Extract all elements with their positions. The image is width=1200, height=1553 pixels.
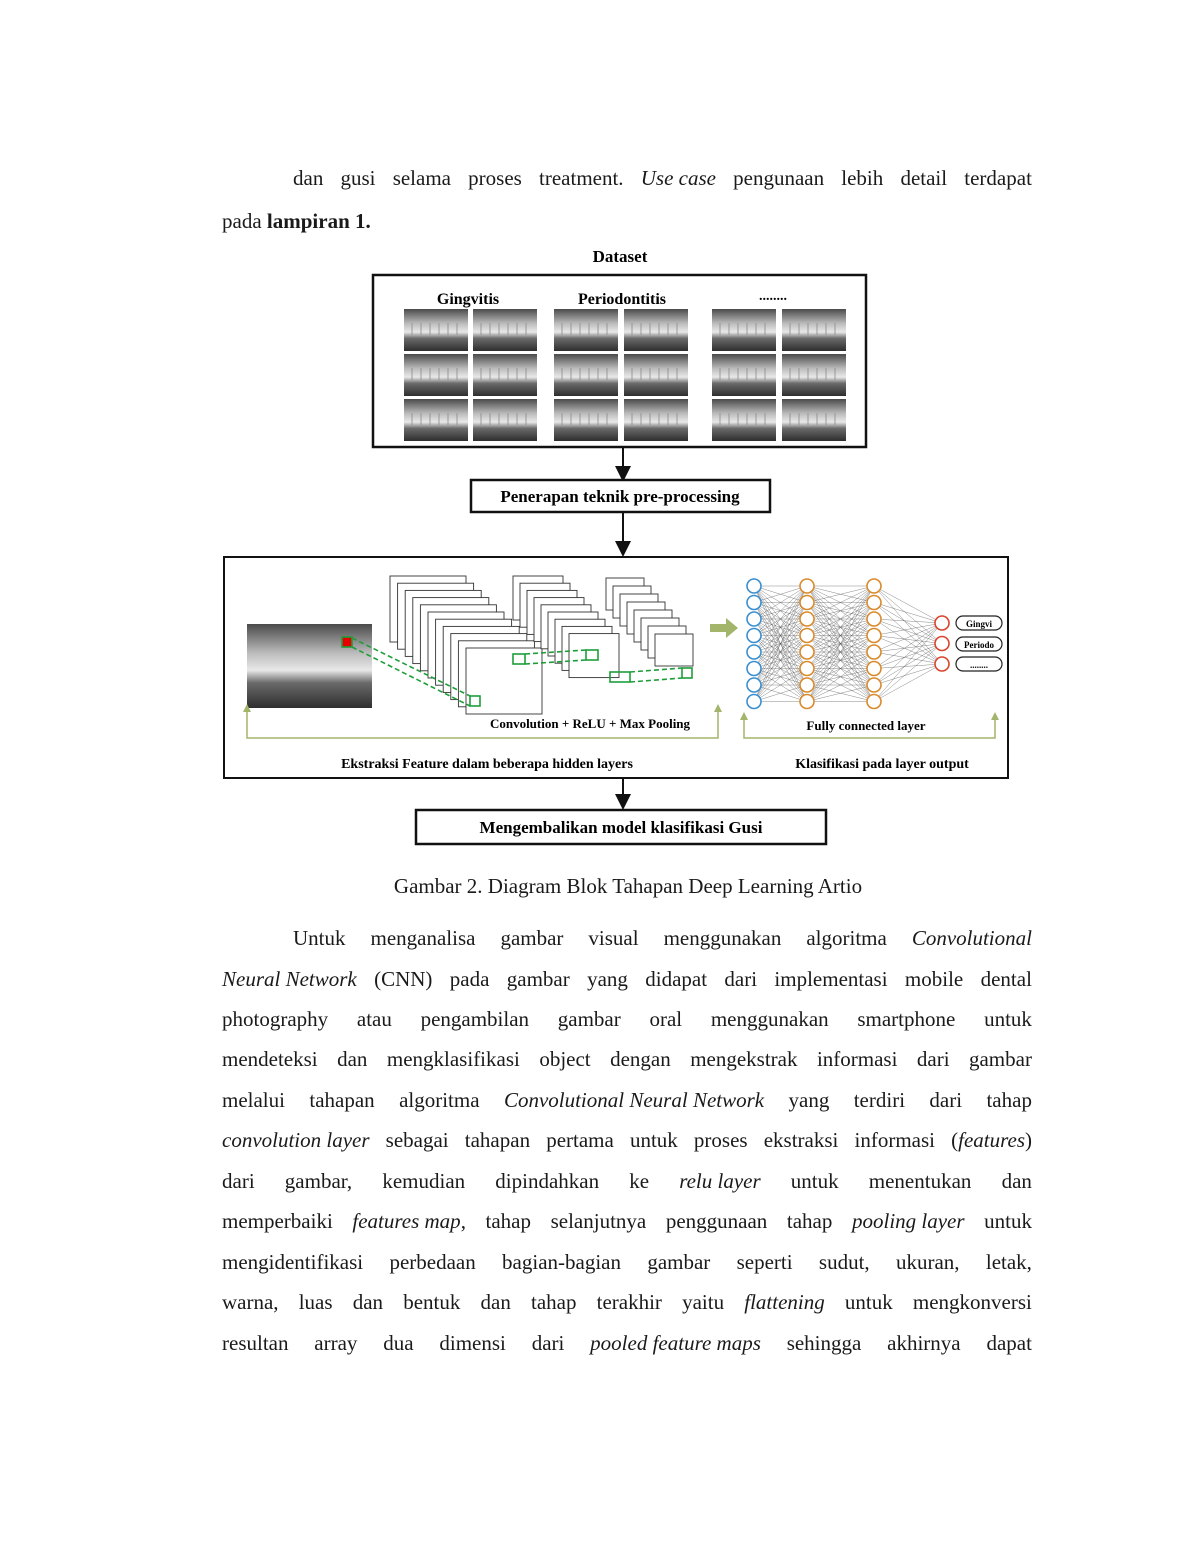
hidden-neuron bbox=[800, 596, 814, 610]
word: letak, bbox=[985, 1250, 1032, 1274]
hidden-neuron bbox=[800, 629, 814, 643]
word: tahapan bbox=[309, 1088, 375, 1112]
word: tahap bbox=[485, 1209, 532, 1233]
word: pada bbox=[449, 967, 490, 991]
word: Untuk bbox=[293, 926, 346, 950]
body-line bbox=[222, 967, 1032, 1007]
word: pertama bbox=[546, 1128, 614, 1152]
word: tahap bbox=[530, 1290, 577, 1314]
body-line bbox=[293, 926, 1032, 966]
body-line bbox=[222, 1088, 1032, 1128]
dental-photo-thumbnail bbox=[712, 309, 776, 351]
word: terdapat bbox=[964, 166, 1032, 190]
intro-line-1 bbox=[293, 166, 1032, 206]
word: mendeteksi bbox=[222, 1047, 318, 1071]
word: mengidentifikasi bbox=[222, 1250, 364, 1274]
body-line bbox=[222, 1047, 1032, 1087]
result-label: Mengembalikan model klasifikasi Gusi bbox=[479, 818, 763, 837]
word: treatment. bbox=[539, 166, 624, 190]
word: smartphone bbox=[857, 1007, 956, 1031]
word: detail bbox=[900, 166, 948, 190]
output-class-2: Periodo bbox=[964, 640, 994, 650]
word: algoritma bbox=[399, 1088, 480, 1112]
word: dan bbox=[480, 1290, 511, 1314]
word: visual bbox=[588, 926, 639, 950]
hidden-neuron bbox=[800, 645, 814, 659]
input-neuron bbox=[747, 695, 761, 709]
input-neuron bbox=[747, 678, 761, 692]
word: untuk bbox=[984, 1007, 1032, 1031]
word: tahapan bbox=[464, 1128, 531, 1152]
word: features map, bbox=[352, 1209, 466, 1233]
body-line bbox=[222, 1169, 1032, 1209]
dental-photo-thumbnail bbox=[404, 309, 468, 351]
dataset-thumbnails bbox=[404, 309, 846, 441]
word: (CNN) bbox=[374, 967, 433, 991]
hidden-neuron bbox=[867, 645, 881, 659]
word: gambar bbox=[968, 1047, 1032, 1071]
word: sebagai bbox=[385, 1128, 449, 1152]
word: relu layer bbox=[679, 1169, 761, 1193]
word: gusi bbox=[340, 166, 376, 190]
word: proses bbox=[693, 1128, 748, 1152]
dental-photo-thumbnail bbox=[624, 309, 688, 351]
word: implementasi bbox=[774, 967, 888, 991]
word: mengkonversi bbox=[912, 1290, 1032, 1314]
word: dari bbox=[222, 1169, 255, 1193]
dental-photo-thumbnail bbox=[782, 309, 846, 351]
word: dan bbox=[337, 1047, 368, 1071]
word: gambar bbox=[647, 1250, 711, 1274]
word: menganalisa bbox=[370, 926, 476, 950]
dental-photo-thumbnail bbox=[473, 354, 537, 396]
class-gingivitis-label: Gingvitis bbox=[436, 291, 500, 308]
word: Neural Network bbox=[222, 967, 357, 991]
hidden-neuron bbox=[800, 678, 814, 692]
word: memperbaiki bbox=[222, 1209, 333, 1233]
input-neuron bbox=[747, 629, 761, 643]
word: melalui bbox=[222, 1088, 285, 1112]
word: dari bbox=[916, 1047, 950, 1071]
word: yang bbox=[788, 1088, 830, 1112]
output-class-1: Gingvi bbox=[965, 619, 993, 629]
word: pooling layer bbox=[851, 1209, 965, 1233]
input-neuron bbox=[747, 596, 761, 610]
word: informasi bbox=[854, 1128, 935, 1152]
hidden-neuron bbox=[867, 678, 881, 692]
fc-label: Fully connected layer bbox=[806, 718, 926, 733]
word: dimensi bbox=[439, 1331, 506, 1355]
word: mengklasifikasi bbox=[386, 1047, 520, 1071]
dental-photo-thumbnail bbox=[473, 399, 537, 441]
word: array bbox=[314, 1331, 358, 1355]
body-line bbox=[222, 1331, 1032, 1371]
dental-photo-thumbnail bbox=[782, 354, 846, 396]
dental-photo-thumbnail bbox=[554, 399, 618, 441]
dental-photo-thumbnail bbox=[712, 354, 776, 396]
figure-caption: Gambar 2. Diagram Blok Tahapan Deep Learning Artio bbox=[393, 874, 863, 898]
intro-text: pada bbox=[222, 209, 267, 233]
word: dengan bbox=[610, 1047, 671, 1071]
word: selama bbox=[392, 166, 451, 190]
feature-map bbox=[655, 634, 693, 666]
dental-photo-thumbnail bbox=[404, 354, 468, 396]
conv-label: Convolution + ReLU + Max Pooling bbox=[489, 716, 691, 731]
word: warna, bbox=[222, 1290, 279, 1314]
dental-photo-thumbnail bbox=[473, 309, 537, 351]
word: dari bbox=[724, 967, 758, 991]
hidden-neuron bbox=[867, 662, 881, 676]
dental-photo-thumbnail bbox=[712, 399, 776, 441]
body-line bbox=[222, 1290, 1032, 1330]
word: menentukan bbox=[868, 1169, 972, 1193]
hidden-neuron bbox=[800, 612, 814, 626]
input-neuron bbox=[747, 579, 761, 593]
word: Convolutional Neural Network bbox=[503, 1088, 765, 1112]
word: menggunakan bbox=[663, 926, 782, 950]
output-neuron bbox=[935, 657, 949, 671]
hidden-neuron bbox=[800, 579, 814, 593]
word: dua bbox=[383, 1331, 414, 1355]
dataset-title: Dataset bbox=[592, 247, 648, 266]
dental-photo-thumbnail bbox=[624, 354, 688, 396]
word: Convolutional bbox=[911, 926, 1032, 950]
word: pengunaan bbox=[733, 166, 825, 190]
input-neuron bbox=[747, 662, 761, 676]
word: perbedaan bbox=[389, 1250, 476, 1274]
class-periodontitis-label: Periodontitis bbox=[578, 291, 666, 308]
output-classes bbox=[956, 616, 1002, 671]
word: dan bbox=[352, 1290, 384, 1314]
word: tahap bbox=[986, 1088, 1032, 1112]
word: dan bbox=[1001, 1169, 1032, 1193]
word: untuk bbox=[790, 1169, 839, 1193]
word: seperti bbox=[736, 1250, 793, 1274]
dental-photo-thumbnail bbox=[624, 399, 688, 441]
output-neuron bbox=[935, 637, 949, 651]
feature-map bbox=[466, 648, 542, 714]
extraction-label: Ekstraksi Feature dalam beberapa hidden layers bbox=[341, 757, 633, 772]
word: algoritma bbox=[806, 926, 887, 950]
word: pooled feature maps bbox=[590, 1331, 761, 1355]
word: dipindahkan bbox=[495, 1169, 600, 1193]
word: photography bbox=[222, 1007, 329, 1031]
word: mengekstrak bbox=[690, 1047, 798, 1071]
hidden-neuron bbox=[867, 695, 881, 709]
word: pengambilan bbox=[420, 1007, 530, 1031]
word: informasi bbox=[816, 1047, 898, 1071]
preprocessing-label: Penerapan teknik pre-processing bbox=[500, 487, 740, 506]
hidden-neuron bbox=[867, 596, 881, 610]
word: convolution layer bbox=[222, 1128, 370, 1152]
classification-label: Klasifikasi pada layer output bbox=[795, 757, 969, 772]
word: Use case bbox=[640, 166, 716, 190]
input-neuron bbox=[747, 612, 761, 626]
dental-photo-thumbnail bbox=[554, 354, 618, 396]
word: ekstraksi bbox=[763, 1128, 839, 1152]
word: resultan bbox=[222, 1331, 289, 1355]
dental-photo-thumbnail bbox=[404, 399, 468, 441]
word: bagian-bagian bbox=[502, 1250, 621, 1274]
word: ke bbox=[629, 1169, 650, 1193]
word: terdiri bbox=[853, 1088, 906, 1112]
word: penggunaan bbox=[665, 1209, 768, 1233]
word: dapat bbox=[986, 1331, 1032, 1355]
hidden-neuron bbox=[867, 579, 881, 593]
word: luas bbox=[298, 1290, 333, 1314]
word: yang bbox=[587, 967, 628, 991]
word: dental bbox=[980, 967, 1032, 991]
word: menggunakan bbox=[710, 1007, 829, 1031]
word: selanjutnya bbox=[550, 1209, 647, 1233]
class-more-label: ........ bbox=[759, 289, 787, 304]
word: dan bbox=[293, 166, 324, 190]
word: gambar bbox=[506, 967, 570, 991]
word: tahap bbox=[786, 1209, 833, 1233]
output-class-3: ........ bbox=[970, 660, 988, 670]
word: sehingga bbox=[786, 1331, 862, 1355]
hidden-neuron bbox=[867, 612, 881, 626]
hidden-neuron bbox=[800, 662, 814, 676]
word: dari bbox=[531, 1331, 565, 1355]
word: oral bbox=[649, 1007, 683, 1031]
word: lebih bbox=[841, 166, 884, 190]
word: akhirnya bbox=[887, 1331, 961, 1355]
word: gambar, bbox=[284, 1169, 353, 1193]
word: untuk bbox=[844, 1290, 893, 1314]
word: untuk bbox=[984, 1209, 1032, 1233]
feature-map bbox=[569, 634, 619, 678]
body-line bbox=[222, 1250, 1032, 1290]
word: yaitu bbox=[682, 1290, 725, 1314]
word: didapat bbox=[645, 967, 708, 991]
body-line bbox=[222, 1007, 1032, 1047]
word: flattening bbox=[744, 1290, 825, 1314]
hidden-neuron bbox=[800, 695, 814, 709]
appendix-reference: lampiran 1. bbox=[266, 209, 371, 233]
diagram-svg bbox=[220, 242, 1014, 852]
word: (features) bbox=[951, 1128, 1032, 1152]
word: dari bbox=[929, 1088, 963, 1112]
word: mobile bbox=[904, 967, 964, 991]
hidden-neuron bbox=[867, 629, 881, 643]
body-line bbox=[222, 1128, 1032, 1168]
word: ukuran, bbox=[895, 1250, 960, 1274]
dental-photo-thumbnail bbox=[782, 399, 846, 441]
word: kemudian bbox=[382, 1169, 466, 1193]
word: object bbox=[539, 1047, 591, 1071]
word: gambar bbox=[557, 1007, 621, 1031]
output-neuron bbox=[935, 616, 949, 630]
input-image bbox=[247, 624, 372, 708]
deep-learning-block-diagram bbox=[220, 242, 1014, 852]
word: gambar bbox=[500, 926, 564, 950]
word: terakhir bbox=[596, 1290, 662, 1314]
word: sudut, bbox=[818, 1250, 870, 1274]
dental-photo-thumbnail bbox=[554, 309, 618, 351]
word: untuk bbox=[629, 1128, 678, 1152]
body-line bbox=[222, 1209, 1032, 1249]
input-neuron bbox=[747, 645, 761, 659]
word: proses bbox=[468, 166, 522, 190]
word: atau bbox=[356, 1007, 392, 1031]
word: bentuk bbox=[403, 1290, 461, 1314]
